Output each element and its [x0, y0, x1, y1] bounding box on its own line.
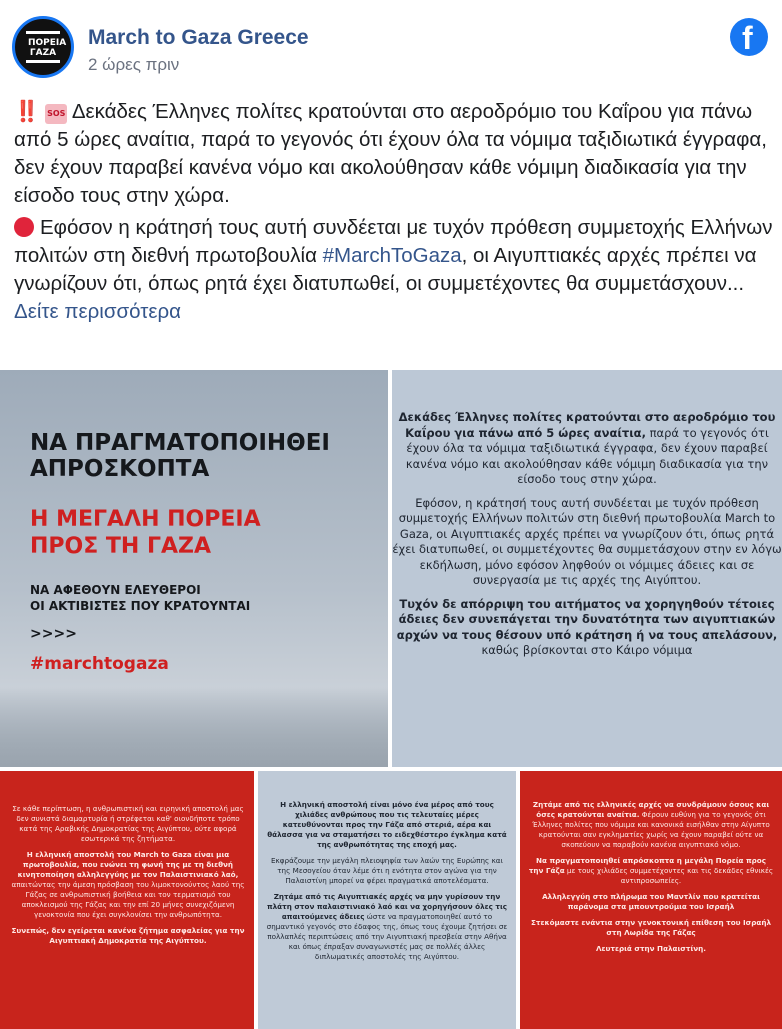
poster-red-title: Η ΜΕΓΑΛΗ ΠΟΡΕΙΑ ΠΡΟΣ ΤΗ ΓΑΖΑ	[30, 507, 261, 559]
page-name-link[interactable]: March to Gaza Greece	[88, 26, 309, 49]
poster-arrows: >>>>	[30, 626, 77, 642]
post-text-para2-before: Εφόσον η κράτησή τους αυτή συνδέεται με τυχόν πρόθεση συμμετοχής Ελλήνων πολιτών στη διεθνή πρωτοβουλία	[14, 216, 773, 267]
statement-text	[392, 410, 782, 667]
statement-para2: Εφόσον, η κράτησή τους αυτή συνδέεται με τυχόν πρόθεση συμμετοχής Ελλήνων πολιτών στη διεθνή πρωτοβουλία March to Gaza, οι Αιγυπτιακές αρχές πρέπει να γνωρίζουν ότι, όπως ρητά έχει διατυπωθεί, οι συμμετέχοντες θα συμμετάσχουν στην εν λόγω εκδήλωση, μόνο εφόσον ληφθούν οι νόμιμες άδειες και σε συνεργασία με τις αρχές της Αιγύπτου.	[392, 495, 782, 587]
post-header	[0, 0, 782, 92]
city-silhouette	[0, 687, 388, 767]
post-text	[14, 98, 774, 330]
statement-para3-bold: Τυχόν δε απόρριψη του αιτήματος να χορηγηθούν τέτοιες άδειες δεν συνεπάγεται την δυνατότητα των αιγυπτιακών αρχών να τους θέσουν υπό κράτηση ή να τους απελάσουν,	[396, 596, 778, 642]
avatar-logo	[26, 31, 67, 63]
post-paragraph-1	[14, 98, 774, 210]
see-more-link[interactable]: Δείτε περισσότερα	[14, 300, 181, 323]
post-text-para2-after: , οι Αιγυπτιακές αρχές πρέπει να γνωρίζουν ότι, όπως ρητά έχει διατυπωθεί, οι συμμετέχοντες θα συμμετάσχουν...	[14, 244, 757, 295]
poster-subtitle: ΝΑ ΑΦΕΘΟΥΝ ΕΛΕΥΘΕΡΟΙ ΟΙ ΑΚΤΙΒΙΣΤΕΣ ΠΟΥ ΚΡΑΤΟΥΝΤΑΙ	[30, 583, 251, 613]
image5-text: Ζητάμε από τις ελληνικές αρχές να συνδράμουν όσους και όσες κρατούνται αναίτια. Φέρουν ευθύνη για το γεγονός ότι Έλληνες πολίτες που νόμιμα και κανονικά εισήλθαν στην Αίγυπτο κρατούνται σαν εγκληματίες χωρίς να έχουν παραβεί ούτε να σκοπεύουν να παραβούν κανένα αιγυπτιακό νόμο. Να πραγματοποιηθεί απρόσκοπτα η μεγάλη Πορεία προς την Γάζα με τους χιλιάδες συμμετέχοντες και τις δεκάδες εθνικές αντιπροσωπείες. Αλληλεγγύη στο πλήρωμα του Μαντλίν που κρατείται παράνομα στα μπουντρούμια του Ισραήλ Στεκόμαστε ενάντια στην γενοκτονική επίθεση του Ισραήλ στη Λωρίδα της Γάζας Λευτεριά στην Παλαιστίνη.	[528, 800, 774, 953]
image4-text: Η ελληνική αποστολή είναι μόνο ένα μέρος από τους χιλιάδες ανθρώπους που τις τελευταίες μέρες κατευθύνονται προς την Γάζα από στεριά, αέρα και θάλασσα για να σταματήσει το ειδεχθέστερο έγκλημα κατά της ανθρωπότητας της εποχή μας. Εκφράζουμε την μεγάλη πλειοψηφία των λαών της Ευρώπης και της Μεσογείου όταν λέμε ότι η ενότητα στον αγώνα για την Παλαιστίνη μπορεί να φέρει πραγματικά αποτελέσματα. Ζητάμε από τις Αιγυπτιακές αρχές να μην γυρίσουν την πλάτη στον παλαιστινιακό λαό και να χορηγήσουν όλες τις απαιτούμενες άδειες ώστε να πραγματοποιηθεί αυτό το σημαντικό γεγονός στο έδαφος της, όπως τους έχουμε ζητήσει σε πολλαπλές περιπτώσεις από την Αιγυπτιακή πρεσβεία στην Αθήνα και όπως έπραξαν συναγωνιστές μας σε πολλές άλλες διπλωματικές αποστολές της Αιγύπτου.	[266, 800, 508, 961]
avatar[interactable]	[12, 16, 74, 78]
post-text-para1: Δεκάδες Έλληνες πολίτες κρατούνται στο αεροδρόμιο του Καΐρου για πάνω από 5 ώρες αναίτια, παρά το γεγονός ότι έχουν όλα τα νόμιμα ταξιδιωτικά έγγραφα, δεν έχουν παραβεί κανένα νόμο και ακολούθησαν κάθε νόμιμη διαδικασία για την είσοδο τους στην χώρα.	[14, 100, 767, 207]
double-exclamation-icon: ‼️	[14, 100, 40, 123]
poster-title: ΝΑ ΠΡΑΓΜΑΤΟΠΟΙΗΘΕΙ ΑΠΡΟΣΚΟΠΤΑ	[30, 430, 330, 482]
post-paragraph-2	[14, 214, 774, 326]
poster-hashtag: #marchtogaza	[30, 654, 169, 674]
image3-text: Σε κάθε περίπτωση, η ανθρωπιστική και ειρηνική αποστολή μας δεν συνιστά διαμαρτυρία ή στρέφεται καθ' οιονδήποτε τρόπο κατά της Αραβικής Δημοκρατίας της Αιγύπτου, ούτε αφορά εσωτερικά της ζητήματα. Η ελληνική αποστολή του March to Gaza είναι μια πρωτοβουλία, που ενώνει τη φωνή της με τη διεθνή κινητοποίηση αλληλεγγύης με τον Παλαιστινιακό λαό, απαιτώντας την άμεση πρόσβαση του λιμοκτονούντος λαού της Γάζας σε ανθρωπιστική βοήθεια και τον τερματισμό του αποκλεισμού της Γάζας και την επί 20 μήνες συνεχιζόμενη γενοκτονία που έχει συγκλονίσει την ανθρωπότητα. Συνεπώς, δεν εγείρεται κανένα ζήτημα ασφαλείας για την Αιγυπτιακή Δημοκρατία της Αιγύπτου.	[11, 804, 245, 945]
statement-para3-rest: καθώς βρίσκονται στο Κάιρο νόμιμα	[481, 643, 693, 657]
statement-bold-intro: Δεκάδες Έλληνες πολίτες κρατούνται στο αεροδρόμιο του Καΐρου για πάνω από 5 ώρες αναίτια,	[398, 410, 776, 440]
red-circle-icon	[14, 217, 34, 237]
post-timestamp[interactable]: 2 ώρες πριν	[88, 55, 180, 74]
hashtag-link[interactable]: #MarchToGaza	[322, 244, 462, 267]
avatar-text: ΠΟΡΕΙΑ ΓΑΖΑ	[28, 38, 67, 58]
facebook-icon[interactable]: f	[730, 18, 768, 56]
statement-intro-rest: παρά το γεγονός ότι έχουν όλα τα νόμιμα ταξιδιωτικά έγγραφα, δεν έχουν παραβεί κανένα νόμο και ακολούθησαν κάθε νόμιμη διαδικασία για την είσοδο τους στην χώρα.	[405, 425, 769, 486]
sos-icon: SOS	[45, 104, 67, 124]
